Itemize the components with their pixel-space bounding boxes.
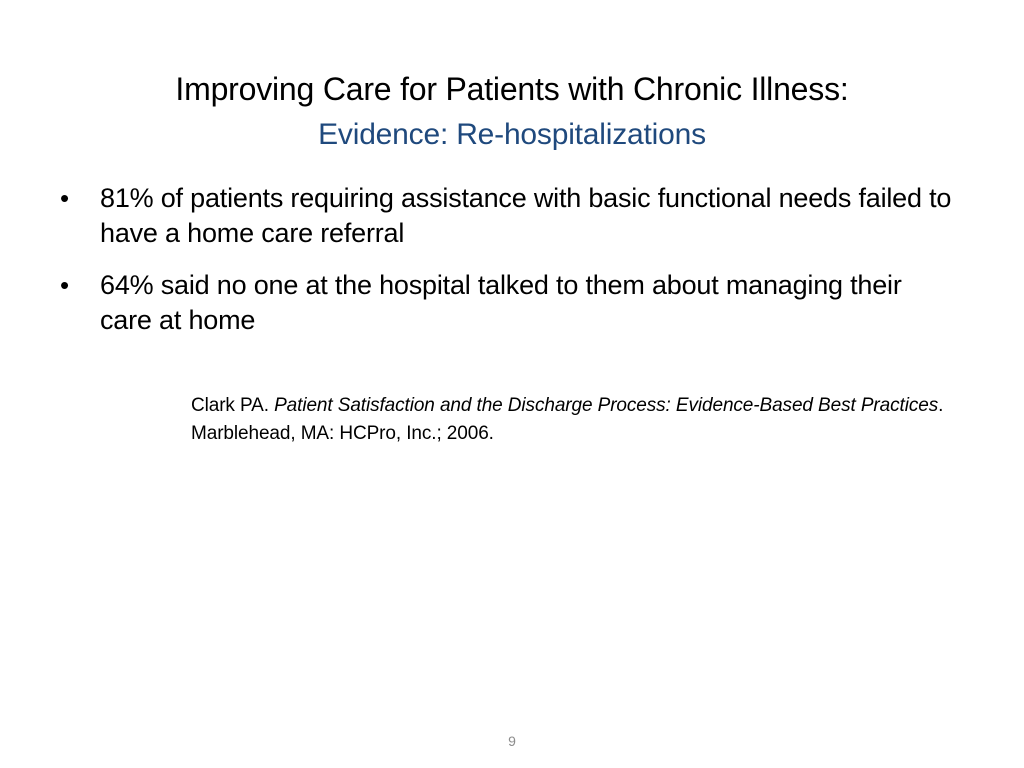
bullet-list: [60, 181, 960, 355]
citation-author: Clark PA.: [191, 395, 275, 416]
bullet-text: 81% of patients requiring assistance with basic functional needs failed to have a home care referral: [100, 183, 952, 248]
citation-publisher: . Marblehead, MA: HCPro, Inc.; 2006.: [191, 395, 944, 444]
slide-subtitle: Evidence: Re-hospitalizations: [318, 118, 706, 151]
bullet-text: 64% said no one at the hospital talked to them about managing their care at home: [100, 270, 902, 335]
bullet-item: [60, 268, 960, 338]
bullet-marker: •: [60, 270, 69, 300]
slide-title-block: [60, 66, 964, 158]
citation-book-title: Patient Satisfaction and the Discharge Process: Evidence-Based Best Practices: [274, 395, 939, 416]
page-number: 9: [508, 733, 516, 749]
bullet-item: [60, 181, 960, 251]
citation: [191, 392, 961, 448]
slide-title: Improving Care for Patients with Chronic Illness:: [175, 71, 849, 107]
bullet-marker: •: [60, 183, 69, 213]
